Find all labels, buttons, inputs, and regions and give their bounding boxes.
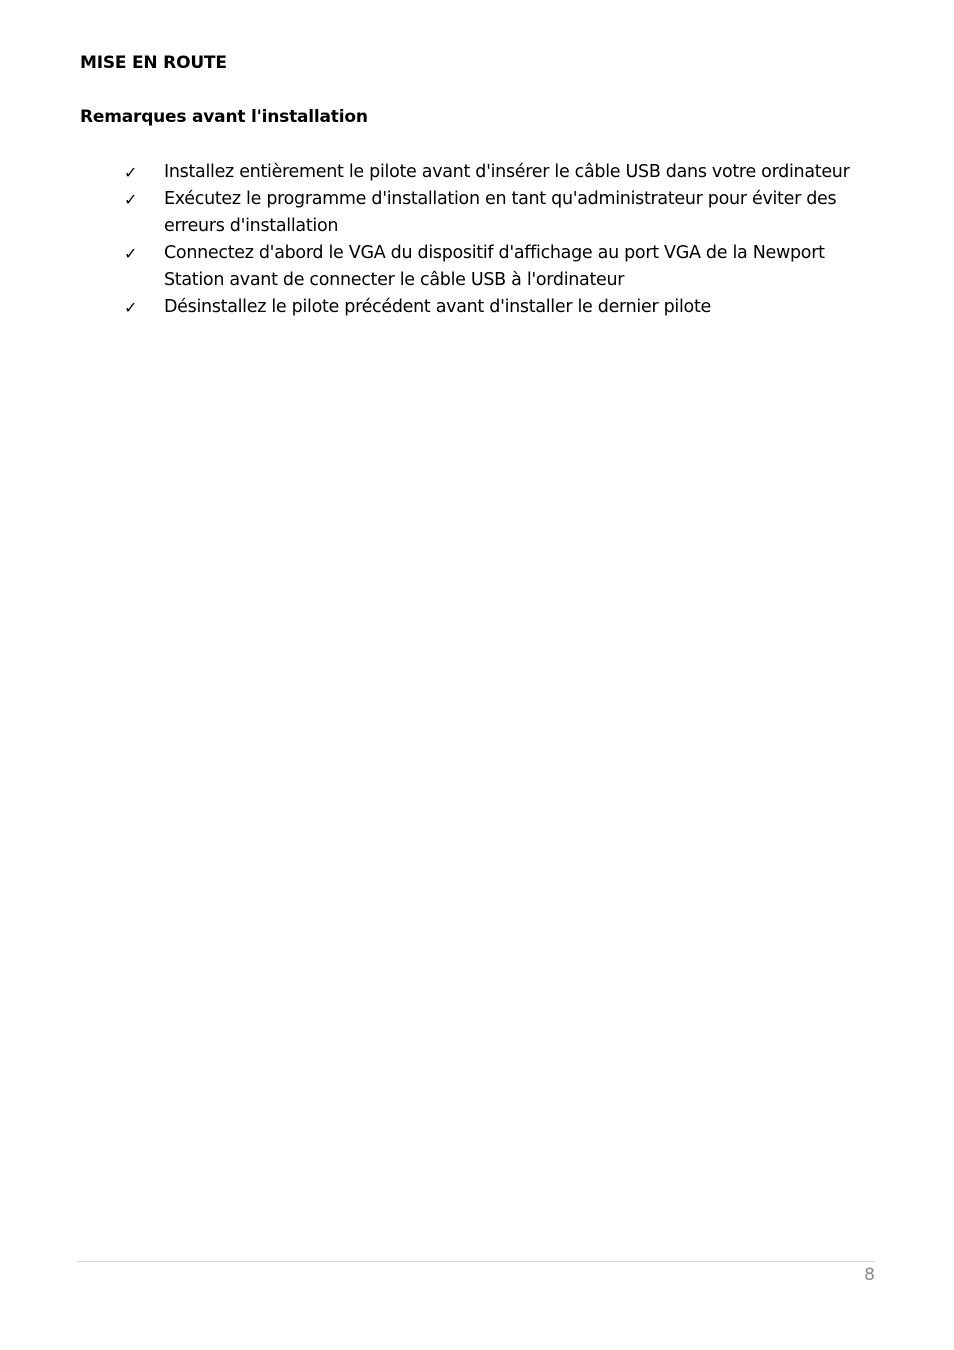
- check-icon: ✓: [124, 190, 138, 209]
- checklist-item: [124, 294, 864, 321]
- checklist-item-text: Connectez d'abord le VGA du dispositif d'affichage au port VGA de la Newport Station avant de connecter le câble USB à l'ordinateur: [164, 243, 825, 290]
- checklist-item: [124, 240, 864, 294]
- checklist-item-text: Installez entièrement le pilote avant d'insérer le câble USB dans votre ordinateur: [164, 162, 850, 182]
- subsection-title: Remarques avant l'installation: [80, 107, 368, 127]
- section-title: MISE EN ROUTE: [80, 53, 227, 73]
- checklist-item: [124, 159, 864, 186]
- check-icon: ✓: [124, 298, 138, 317]
- checklist-item-text: Désinstallez le pilote précédent avant d'installer le dernier pilote: [164, 297, 711, 317]
- check-icon: ✓: [124, 163, 138, 182]
- installation-checklist: [124, 159, 864, 321]
- footer-divider: [77, 1261, 875, 1262]
- checklist-item-text: Exécutez le programme d'installation en tant qu'administrateur pour éviter des erreurs d'installation: [164, 189, 837, 236]
- check-icon: ✓: [124, 244, 138, 263]
- page-number: 8: [864, 1265, 875, 1285]
- checklist-item: [124, 186, 864, 240]
